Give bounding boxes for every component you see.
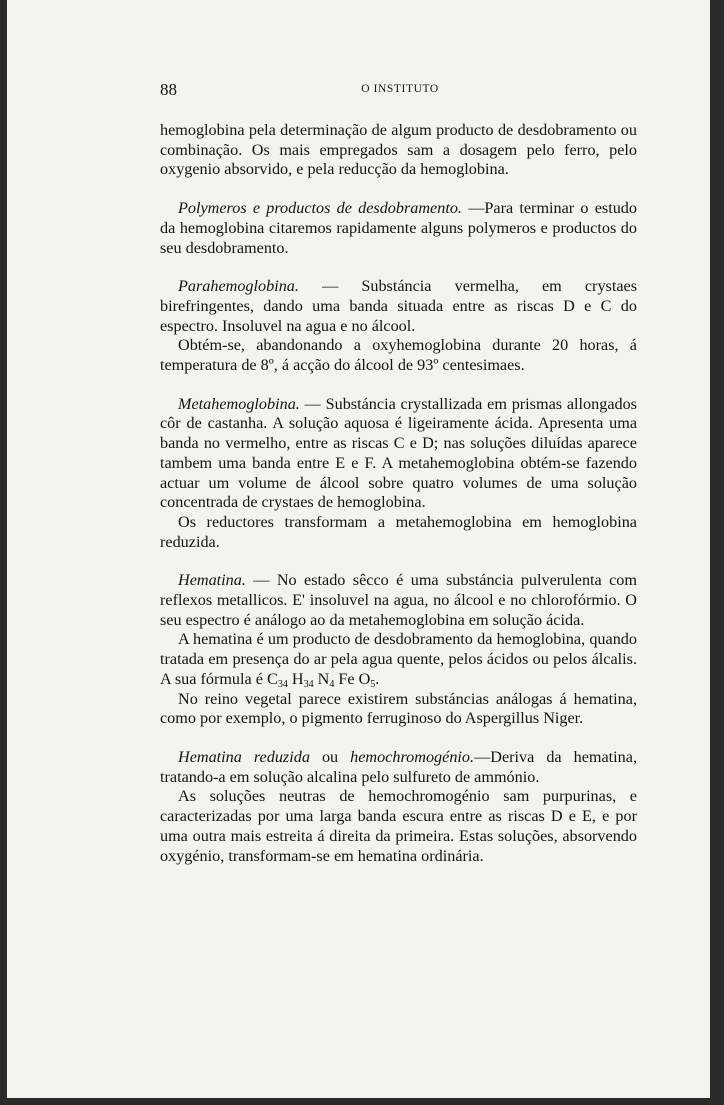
page-header [160, 80, 640, 102]
chemical-formula: $C_{34}$ $H_{34}$ $N_4$ Fe $O_5$. [267, 669, 380, 690]
paragraph-intro: hemoglobina pela determinação de algum producto de desdobramento ou combinação. Os mais empregados sam a dosagem pelo ferro, pelo oxygenio absorvido, e pela reducção da hemoglobina. [160, 121, 637, 179]
section-title-polymeros: Polymeros e productos de desdobramento. [178, 199, 462, 218]
document-page [7, 0, 710, 1098]
section-title-parahemoglobina: Parahemoglobina. [178, 277, 299, 296]
section-title-hematina: Hematina. [178, 571, 246, 590]
page-number: 88 [160, 80, 177, 99]
section-title-metahemoglobina: Metahemoglobina. [178, 394, 300, 413]
section-title-hemochromogenio: hemochromogénio. [350, 747, 475, 766]
paragraph-hematina-vegetal: No reino vegetal parece existirem substáncias análogas á hematina, como por exemplo, o pigmento ferruginoso do Aspergillus Niger. [160, 689, 637, 728]
paragraph-metahemoglobina-reductores: Os reductores transformam a metahemoglobina em hemoglobina reduzida. [160, 512, 637, 551]
paragraph-hemochromogenio-solucoes: As soluções neutras de hemochromogénio sam purpurinas, e caracterizadas por uma larga banda escura entre as riscas D e E, e por uma outra mais estreita á direita da primeira. Estas soluções, absorvendo oxygénio, transformam-se em hematina ordinária. [160, 787, 637, 865]
paragraph-hematina-reduzida: Hematina reduzida ou hemochromogénio.—Deriva da hematina, tratando-a em solução alcalina pelo sulfureto de ammónio. [160, 747, 637, 786]
section-title-hematina-reduzida: Hematina reduzida [178, 747, 310, 766]
running-title: O INSTITUTO [361, 83, 439, 95]
body-text [160, 121, 637, 866]
paragraph-hematina: Hematina. — No estado sêcco é uma substáncia pulverulenta com reflexos metallicos. E' insoluvel na agua, no álcool e no chlorofórmio. O seu espectro é análogo ao da metahemoglobina em solução ácida. [160, 571, 637, 629]
paragraph-hematina-formula: A hematina é um producto de desdobramento da hemoglobina, quando tratada em presença do ar pela agua quente, pelos ácidos ou pelos álcalis. A sua fórmula é $C_{34}$ $H_{34}$ $N_4$ Fe $O_5$. [160, 630, 637, 690]
paragraph-metahemoglobina: Metahemoglobina. — Substáncia crystallizada em prismas allongados côr de castanha. A solução aquosa é ligeiramente ácida. Apresenta uma banda no vermelho, entre as riscas C e D; nas soluções diluídas aparece tambem uma banda entre E e F. A metahemoglobina obtém-se fazendo actuar um volume de álcool sobre quatro volumes de uma solução concentrada de crystaes de hemoglobina. [160, 394, 637, 512]
paragraph-parahemoglobina: Parahemoglobina. — Substáncia vermelha, em crystaes birefringentes, dando uma banda situada entre as riscas D e C do espectro. Insoluvel na agua e no álcool. [160, 277, 637, 335]
paragraph-polymeros: Polymeros e productos de desdobramento. —Para terminar o estudo da hemoglobina citaremos rapidamente alguns polymeros e productos do seu desdobramento. [160, 199, 637, 257]
paragraph-parahemoglobina-obtencao: Obtém-se, abandonando a oxyhemoglobina durante 20 horas, á temperatura de 8º, á acção do álcool de 93º centesimaes. [160, 336, 637, 375]
